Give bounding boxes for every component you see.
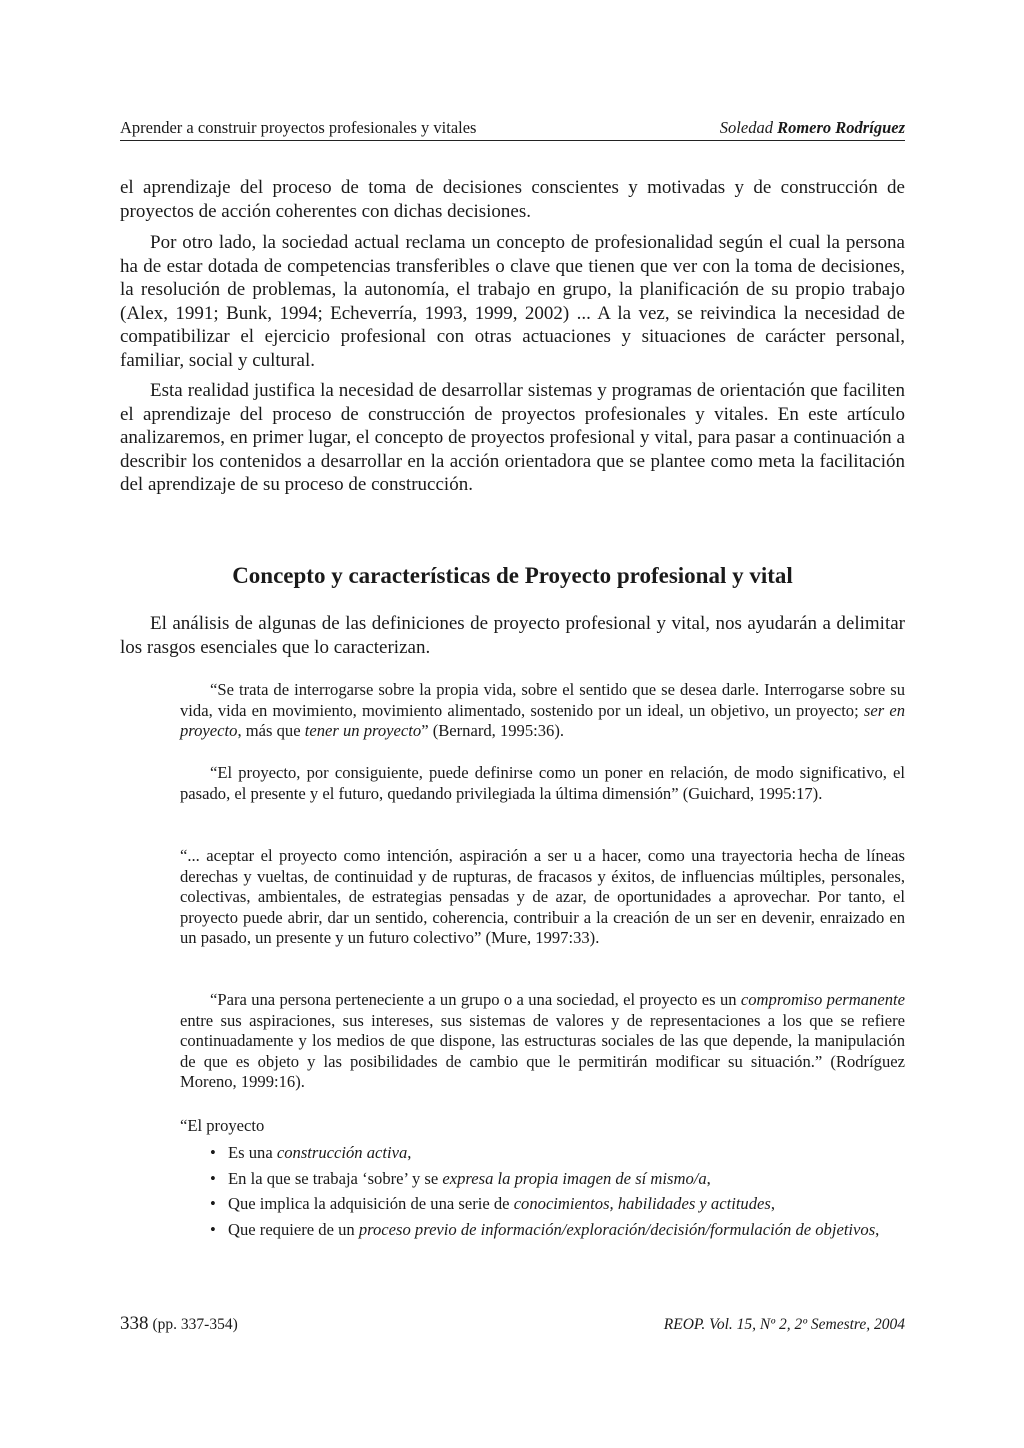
running-header-author xyxy=(720,118,905,138)
list-item-text: , xyxy=(706,1168,711,1188)
running-header xyxy=(120,118,905,141)
paragraph-article-aims: Esta realidad justifica la necesidad de desarrollar sistemas y programas de orientación que faciliten el aprendizaje del proceso de construcción de proyectos profesionales y vitales. En este artículo analizaremos, en primer lugar, el concepto de proyectos profesional y vital, para pasar a continuación a describir los contenidos a desarrollar en la acción orientadora que se plantee como meta la facilitación del aprendizaje de su proceso de construcción. xyxy=(120,380,905,496)
paragraph-continuation: el aprendizaje del proceso de toma de decisiones conscientes y motivadas y de construcción de proyectos de acción coherentes con dichas decisiones. xyxy=(120,177,905,222)
quote-text: ” (Bernard, 1995:36). xyxy=(421,721,565,741)
quote-emphasis: tener un proyecto xyxy=(304,721,422,741)
bullet-icon: • xyxy=(210,1194,216,1214)
page-number: 338 xyxy=(120,1313,149,1334)
bullet-icon: • xyxy=(210,1143,216,1162)
list-item-emphasis: expresa la propia imagen de sí mismo/a xyxy=(442,1168,707,1188)
page-range: (pp. 337-354) xyxy=(152,1316,238,1333)
author-last-name: Romero Rodríguez xyxy=(777,118,905,137)
footer-pagination xyxy=(120,1313,238,1335)
quote-rodriguez-moreno xyxy=(180,990,905,1093)
list-item-text: , xyxy=(875,1219,880,1239)
quote-bernard xyxy=(180,680,905,742)
quote-text: , más que xyxy=(237,721,305,741)
quote-text: “Para una persona perteneciente a un grupo o a una sociedad, el proyecto es un xyxy=(210,990,741,1009)
list-item-emphasis: conocimientos, habilidades y actitudes xyxy=(513,1194,771,1214)
list-item xyxy=(210,1169,905,1190)
list-item-text: Que implica la adquisición de una serie de xyxy=(228,1194,514,1214)
list-item xyxy=(210,1194,905,1215)
quote-text: “Se trata de interrogarse sobre la propia vida, sobre el sentido que se desea darle. Interrogarse sobre su vida, vida en movimiento, movimiento alimentado, sostenido por un ideal, un objetivo, un proyecto; xyxy=(180,680,905,720)
quote-text: entre sus aspiraciones, sus intereses, sus sistemas de valores y de representaciones a los que se refiere continuadamente y los medios de que dispone, las estructuras sociales de las que depende, la manipulación de que es objeto y las posibilidades de cambio que le permitirán modificar su situación.” (Rodríguez Moreno, 1999:16). xyxy=(180,1010,905,1092)
list-item-text: En la que se trabaja ‘sobre’ y se xyxy=(228,1168,443,1188)
bullet-icon: • xyxy=(210,1168,216,1188)
section-heading: Concepto y características de Proyecto profesional y vital xyxy=(232,563,793,588)
quote-emphasis: ser en proyecto xyxy=(180,700,906,741)
section-intro-paragraph: El análisis de algunas de las definiciones de proyecto profesional y vital, nos ayudarán a delimitar los rasgos esenciales que lo caracterizan. xyxy=(120,613,905,658)
running-header-title: Aprender a construir proyectos profesionales y vitales xyxy=(120,118,477,137)
paragraph-professionalism: Por otro lado, la sociedad actual reclama un concepto de profesionalidad según el cual la persona ha de estar dotada de competencias transferibles o clave que tienen que ver con la toma de decisiones, la resolución de problemas, la autonomía, el trabajo en grupo, la planificación de su propio trabajo (Alex, 1991; Bunk, 1994; Echeverría, 1993, 1999, 2002) ... A la vez, se reivindica la necesidad de compatibilizar el ejercicio profesional con otras actuaciones y situaciones de carácter personal, familiar, social y cultural. xyxy=(120,232,905,371)
list-item-text: Que requiere de un xyxy=(228,1219,359,1239)
author-first-name: Soledad xyxy=(719,118,773,137)
list-item xyxy=(210,1143,905,1164)
list-item-text: Es una xyxy=(228,1143,277,1162)
list-item-text: , xyxy=(770,1194,775,1214)
quote-emphasis: compromiso permanente xyxy=(740,990,905,1009)
quote-guichard: “El proyecto, por consiguiente, puede definirse como un poner en relación, de modo significativo, el pasado, el presente y el futuro, quedando privilegiada la última dimensión” (Guichard, 1995:17). xyxy=(180,763,905,803)
list-item-emphasis: construcción activa xyxy=(276,1143,408,1162)
quote-mure: “... aceptar el proyecto como intención, aspiración a ser u a hacer, como una trayectoria hecha de líneas derechas y vueltas, de continuidad y de rupturas, de fracasos y éxitos, de influencias múltiples, personales, colectivas, ambientales, de estrategias pensadas y de azar, de oportunidades a aprovechar. Por tanto, el proyecto puede abrir, dar un sentido, coherencia, contribuir a la creación de un ser en devenir, enraizado en un pasado, un presente y un futuro colectivo” (Mure, 1997:33). xyxy=(180,846,905,948)
page-footer xyxy=(120,1313,905,1335)
list-item xyxy=(210,1220,905,1241)
journal-citation: REOP. Vol. 15, Nº 2, 2º Semestre, 2004 xyxy=(663,1316,905,1333)
bullet-icon: • xyxy=(210,1219,216,1239)
list-item-emphasis: proceso previo de información/exploración/decisión/formulación de objetivos xyxy=(358,1219,876,1239)
list-item-text: , xyxy=(407,1143,412,1162)
bullet-list xyxy=(210,1143,905,1245)
list-intro: “El proyecto xyxy=(180,1116,265,1135)
